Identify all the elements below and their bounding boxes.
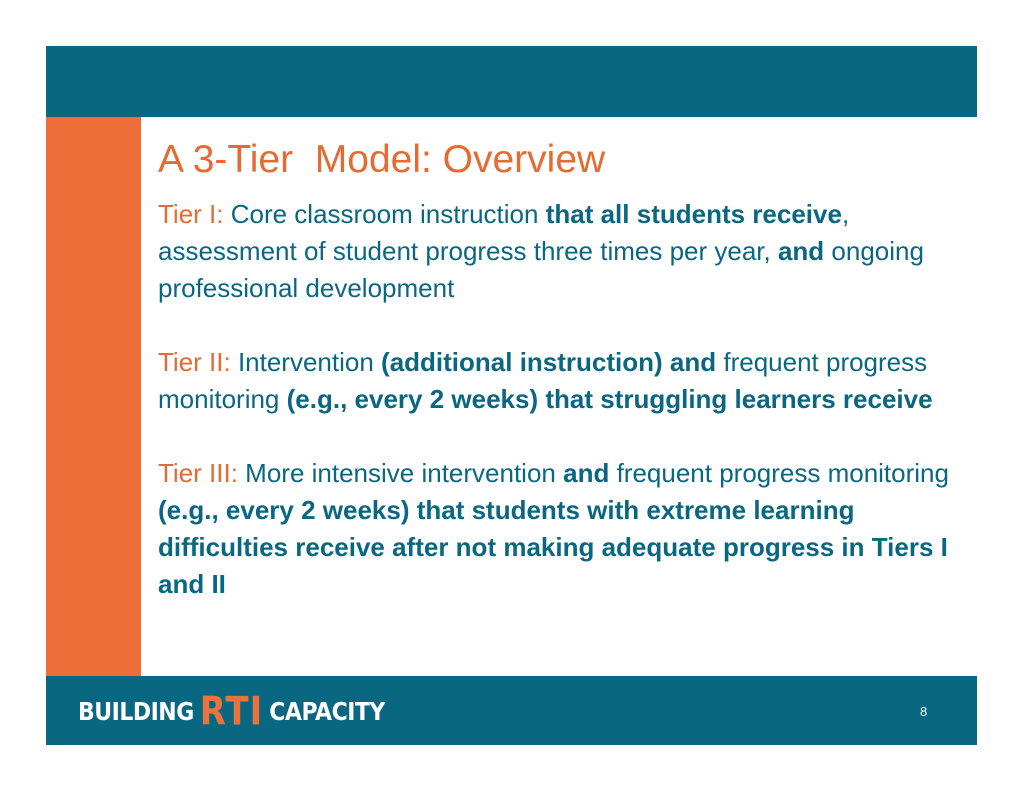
tier-text-bold: (additional instruction) and <box>381 347 717 377</box>
tier-text: frequent progress monitoring <box>158 347 928 414</box>
header-band <box>46 46 977 117</box>
tier-2-paragraph <box>158 344 973 418</box>
tier-3-paragraph <box>158 455 973 603</box>
tier-text: Intervention <box>230 347 382 377</box>
tier-text: , assessment of student progress three times per year, <box>158 199 850 266</box>
tier-text: ongoing professional development <box>158 236 924 303</box>
tier-text-bold: (e.g., every 2 weeks) that struggling learners receive <box>286 384 933 414</box>
tier-label: Tier III: <box>158 458 238 488</box>
tier-1-paragraph <box>158 196 973 307</box>
tier-text-bold: and <box>777 236 825 266</box>
accent-stripe <box>46 117 141 676</box>
tier-text: frequent progress monitoring <box>609 458 949 488</box>
slide-body <box>158 196 973 640</box>
tier-text: More intensive intervention <box>237 458 564 488</box>
building-rti-capacity-logo <box>78 690 385 734</box>
tier-text-bold: that all students receive <box>545 199 842 229</box>
tier-text-bold: and <box>563 458 610 488</box>
page-number: 8 <box>920 704 928 719</box>
logo-word-building: BUILDING <box>78 697 194 727</box>
tier-text-bold: (e.g., every 2 weeks) that students with extreme learning difficulties receive after not making adequate progress in Tiers I and II <box>158 495 948 599</box>
slide-title: A 3-Tier Model: Overview <box>158 138 606 181</box>
tier-text: Core classroom instruction <box>223 199 546 229</box>
logo-word-capacity: CAPACITY <box>269 697 385 727</box>
tier-label: Tier I: <box>158 199 224 229</box>
tier-label: Tier II: <box>158 347 231 377</box>
logo-word-rti: RTI <box>199 689 264 735</box>
slide <box>46 46 977 745</box>
